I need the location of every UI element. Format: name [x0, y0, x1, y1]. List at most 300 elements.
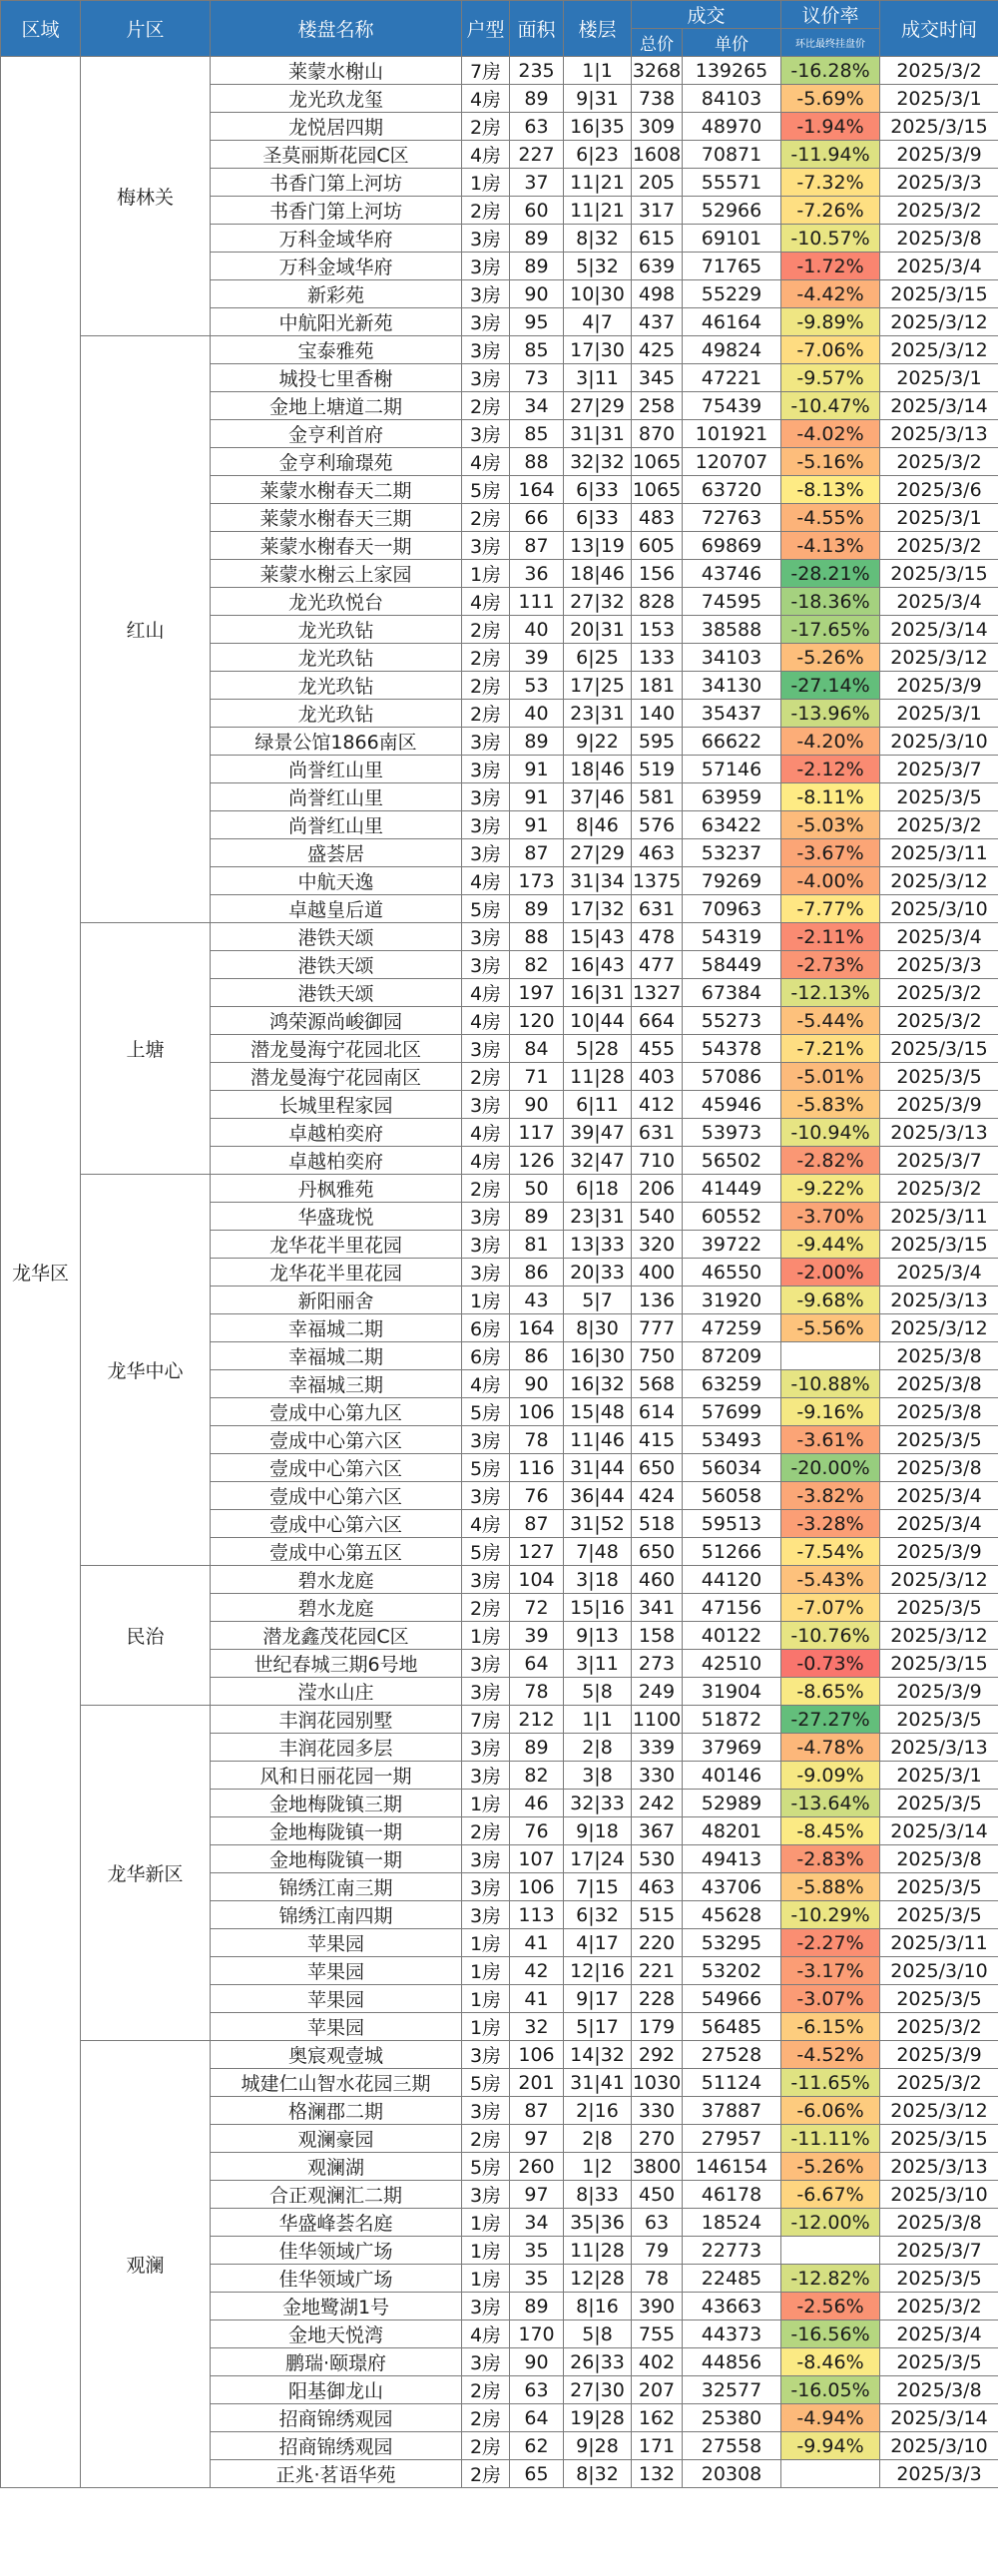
total-cell: 614	[632, 1398, 683, 1426]
area-cell: 龙华新区	[81, 1706, 211, 2041]
type-cell: 3房	[462, 923, 510, 951]
date-cell: 2025/3/15	[880, 113, 998, 141]
floor-cell: 8|32	[564, 2460, 632, 2488]
size-cell: 227	[510, 141, 564, 169]
size-cell: 89	[510, 253, 564, 280]
unit-cell: 45628	[683, 1901, 781, 1929]
unit-cell: 41449	[683, 1175, 781, 1203]
floor-cell: 3|8	[564, 1762, 632, 1790]
name-cell: 苹果园	[211, 1985, 462, 2013]
type-cell: 5房	[462, 895, 510, 923]
name-cell: 卓越皇后道	[211, 895, 462, 923]
type-cell: 2房	[462, 504, 510, 532]
name-cell: 鹏瑞·颐璟府	[211, 2348, 462, 2376]
date-cell: 2025/3/4	[880, 1482, 998, 1510]
total-cell: 425	[632, 336, 683, 364]
header-floor: 楼层	[564, 1, 632, 57]
total-cell: 132	[632, 2460, 683, 2488]
rate-cell: -9.94%	[781, 2432, 880, 2460]
date-cell: 2025/3/5	[880, 1901, 998, 1929]
unit-cell: 71765	[683, 253, 781, 280]
total-cell: 631	[632, 1119, 683, 1147]
name-cell: 奥宸观壹城	[211, 2041, 462, 2069]
floor-cell: 8|30	[564, 1314, 632, 1342]
name-cell: 港铁天颂	[211, 951, 462, 979]
rate-cell: -6.67%	[781, 2181, 880, 2209]
size-cell: 164	[510, 1314, 564, 1342]
total-cell: 664	[632, 1007, 683, 1035]
rate-cell: -3.28%	[781, 1510, 880, 1538]
type-cell: 4房	[462, 1147, 510, 1175]
rate-cell: -3.61%	[781, 1426, 880, 1454]
size-cell: 63	[510, 2376, 564, 2404]
unit-cell: 53237	[683, 839, 781, 867]
size-cell: 87	[510, 532, 564, 560]
total-cell: 568	[632, 1370, 683, 1398]
type-cell: 3房	[462, 253, 510, 280]
floor-cell: 12|16	[564, 1957, 632, 1985]
name-cell: 书香门第上河坊	[211, 197, 462, 225]
total-cell: 650	[632, 1538, 683, 1566]
rate-cell: -7.54%	[781, 1538, 880, 1566]
size-cell: 89	[510, 728, 564, 756]
rate-cell: -1.72%	[781, 253, 880, 280]
total-cell: 828	[632, 588, 683, 616]
type-cell: 1房	[462, 2265, 510, 2293]
type-cell: 4房	[462, 1370, 510, 1398]
name-cell: 尚誉红山里	[211, 811, 462, 839]
floor-cell: 23|31	[564, 1203, 632, 1231]
type-cell: 1房	[462, 1287, 510, 1314]
rate-cell: -7.21%	[781, 1035, 880, 1063]
date-cell: 2025/3/2	[880, 57, 998, 85]
unit-cell: 87209	[683, 1342, 781, 1370]
rate-cell: -9.89%	[781, 308, 880, 336]
unit-cell: 22485	[683, 2265, 781, 2293]
type-cell: 3房	[462, 728, 510, 756]
size-cell: 89	[510, 1734, 564, 1762]
rate-cell: -9.22%	[781, 1175, 880, 1203]
size-cell: 43	[510, 1287, 564, 1314]
floor-cell: 5|32	[564, 253, 632, 280]
unit-cell: 25380	[683, 2404, 781, 2432]
total-cell: 292	[632, 2041, 683, 2069]
date-cell: 2025/3/11	[880, 1203, 998, 1231]
size-cell: 164	[510, 476, 564, 504]
size-cell: 90	[510, 2348, 564, 2376]
size-cell: 106	[510, 1398, 564, 1426]
floor-cell: 1|1	[564, 57, 632, 85]
date-cell: 2025/3/4	[880, 1259, 998, 1287]
size-cell: 50	[510, 1175, 564, 1203]
area-cell: 民治	[81, 1566, 211, 1706]
floor-cell: 2|8	[564, 1734, 632, 1762]
name-cell: 锦绣江南四期	[211, 1901, 462, 1929]
area-cell: 梅林关	[81, 57, 211, 336]
name-cell: 城投七里香榭	[211, 364, 462, 392]
unit-cell: 51266	[683, 1538, 781, 1566]
rate-cell: -4.00%	[781, 867, 880, 895]
rate-cell: -3.67%	[781, 839, 880, 867]
name-cell: 龙光玖钻	[211, 700, 462, 728]
type-cell: 3房	[462, 1845, 510, 1873]
date-cell: 2025/3/9	[880, 1091, 998, 1119]
total-cell: 179	[632, 2013, 683, 2041]
rate-cell: -3.82%	[781, 1482, 880, 1510]
name-cell: 万科金域华府	[211, 225, 462, 253]
floor-cell: 17|24	[564, 1845, 632, 1873]
rate-cell: -5.26%	[781, 2153, 880, 2181]
size-cell: 76	[510, 1817, 564, 1845]
floor-cell: 3|18	[564, 1566, 632, 1594]
floor-cell: 31|34	[564, 867, 632, 895]
name-cell: 幸福城二期	[211, 1342, 462, 1370]
name-cell: 招商锦绣观园	[211, 2404, 462, 2432]
unit-cell: 35437	[683, 700, 781, 728]
floor-cell: 13|19	[564, 532, 632, 560]
unit-cell: 49824	[683, 336, 781, 364]
floor-cell: 15|43	[564, 923, 632, 951]
size-cell: 85	[510, 336, 564, 364]
unit-cell: 53202	[683, 1957, 781, 1985]
rate-cell: -5.44%	[781, 1007, 880, 1035]
floor-cell: 23|31	[564, 700, 632, 728]
name-cell: 新彩苑	[211, 280, 462, 308]
area-cell: 上塘	[81, 923, 211, 1175]
unit-cell: 57146	[683, 756, 781, 783]
type-cell: 2房	[462, 197, 510, 225]
size-cell: 71	[510, 1063, 564, 1091]
unit-cell: 53295	[683, 1929, 781, 1957]
unit-cell: 54966	[683, 1985, 781, 2013]
date-cell: 2025/3/11	[880, 839, 998, 867]
type-cell: 3房	[462, 2041, 510, 2069]
floor-cell: 1|1	[564, 1706, 632, 1734]
date-cell: 2025/3/9	[880, 1678, 998, 1706]
type-cell: 5房	[462, 1454, 510, 1482]
total-cell: 455	[632, 1035, 683, 1063]
date-cell: 2025/3/5	[880, 1426, 998, 1454]
rate-cell: -2.83%	[781, 1845, 880, 1873]
unit-cell: 43663	[683, 2293, 781, 2320]
name-cell: 壹成中心第六区	[211, 1454, 462, 1482]
type-cell: 7房	[462, 1706, 510, 1734]
rate-cell: -16.28%	[781, 57, 880, 85]
size-cell: 212	[510, 1706, 564, 1734]
size-cell: 42	[510, 1957, 564, 1985]
unit-cell: 46178	[683, 2181, 781, 2209]
size-cell: 89	[510, 1203, 564, 1231]
total-cell: 270	[632, 2125, 683, 2153]
unit-cell: 63959	[683, 783, 781, 811]
date-cell: 2025/3/13	[880, 1119, 998, 1147]
rate-cell: -16.05%	[781, 2376, 880, 2404]
date-cell: 2025/3/8	[880, 2209, 998, 2237]
size-cell: 91	[510, 756, 564, 783]
size-cell: 82	[510, 1762, 564, 1790]
total-cell: 258	[632, 392, 683, 420]
total-cell: 158	[632, 1622, 683, 1650]
type-cell: 3房	[462, 2293, 510, 2320]
floor-cell: 8|32	[564, 225, 632, 253]
floor-cell: 31|41	[564, 2069, 632, 2097]
floor-cell: 4|17	[564, 1929, 632, 1957]
name-cell: 滢水山庄	[211, 1678, 462, 1706]
floor-cell: 6|25	[564, 644, 632, 672]
rate-cell: -8.65%	[781, 1678, 880, 1706]
date-cell: 2025/3/3	[880, 951, 998, 979]
floor-cell: 4|7	[564, 308, 632, 336]
header-total: 总价	[632, 29, 683, 57]
size-cell: 106	[510, 1873, 564, 1901]
unit-cell: 31920	[683, 1287, 781, 1314]
unit-cell: 55229	[683, 280, 781, 308]
unit-cell: 51872	[683, 1706, 781, 1734]
rate-cell: -6.15%	[781, 2013, 880, 2041]
rate-cell: -18.36%	[781, 588, 880, 616]
unit-cell: 69101	[683, 225, 781, 253]
name-cell: 中航天逸	[211, 867, 462, 895]
type-cell: 5房	[462, 476, 510, 504]
name-cell: 佳华领域广场	[211, 2265, 462, 2293]
type-cell: 5房	[462, 1398, 510, 1426]
date-cell: 2025/3/5	[880, 2265, 998, 2293]
type-cell: 1房	[462, 560, 510, 588]
unit-cell: 37887	[683, 2097, 781, 2125]
name-cell: 丰润花园多层	[211, 1734, 462, 1762]
floor-cell: 27|29	[564, 392, 632, 420]
header-rate: 议价率	[781, 1, 880, 29]
unit-cell: 63259	[683, 1370, 781, 1398]
header-deal: 成交	[632, 1, 781, 29]
floor-cell: 18|46	[564, 756, 632, 783]
unit-cell: 31904	[683, 1678, 781, 1706]
date-cell: 2025/3/10	[880, 728, 998, 756]
header-unit: 单价	[683, 29, 781, 57]
rate-cell: -5.83%	[781, 1091, 880, 1119]
unit-cell: 75439	[683, 392, 781, 420]
rate-cell: -4.02%	[781, 420, 880, 448]
size-cell: 87	[510, 839, 564, 867]
rate-cell: -8.11%	[781, 783, 880, 811]
size-cell: 85	[510, 420, 564, 448]
floor-cell: 11|21	[564, 169, 632, 197]
floor-cell: 18|46	[564, 560, 632, 588]
name-cell: 壹成中心第九区	[211, 1398, 462, 1426]
type-cell: 3房	[462, 1426, 510, 1454]
total-cell: 390	[632, 2293, 683, 2320]
total-cell: 463	[632, 1873, 683, 1901]
name-cell: 观澜豪园	[211, 2125, 462, 2153]
unit-cell: 48201	[683, 1817, 781, 1845]
date-cell: 2025/3/5	[880, 1985, 998, 2013]
name-cell: 苹果园	[211, 1929, 462, 1957]
unit-cell: 146154	[683, 2153, 781, 2181]
floor-cell: 5|28	[564, 1035, 632, 1063]
type-cell: 3房	[462, 1203, 510, 1231]
type-cell: 3房	[462, 308, 510, 336]
name-cell: 金地梅陇镇一期	[211, 1845, 462, 1873]
type-cell: 3房	[462, 336, 510, 364]
date-cell: 2025/3/10	[880, 2432, 998, 2460]
unit-cell: 43706	[683, 1873, 781, 1901]
type-cell: 3房	[462, 1762, 510, 1790]
size-cell: 87	[510, 2097, 564, 2125]
size-cell: 39	[510, 1622, 564, 1650]
total-cell: 133	[632, 644, 683, 672]
name-cell: 金地梅陇镇一期	[211, 1817, 462, 1845]
size-cell: 89	[510, 225, 564, 253]
floor-cell: 11|46	[564, 1426, 632, 1454]
total-cell: 156	[632, 560, 683, 588]
size-cell: 32	[510, 2013, 564, 2041]
type-cell: 3房	[462, 951, 510, 979]
size-cell: 36	[510, 560, 564, 588]
size-cell: 37	[510, 169, 564, 197]
type-cell: 3房	[462, 1873, 510, 1901]
type-cell: 4房	[462, 448, 510, 476]
total-cell: 330	[632, 2097, 683, 2125]
size-cell: 78	[510, 1678, 564, 1706]
rate-cell: -4.55%	[781, 504, 880, 532]
size-cell: 91	[510, 783, 564, 811]
floor-cell: 5|7	[564, 1287, 632, 1314]
rate-cell: -3.70%	[781, 1203, 880, 1231]
date-cell: 2025/3/4	[880, 588, 998, 616]
date-cell: 2025/3/2	[880, 979, 998, 1007]
floor-cell: 8|33	[564, 2181, 632, 2209]
unit-cell: 60552	[683, 1203, 781, 1231]
date-cell: 2025/3/7	[880, 1147, 998, 1175]
floor-cell: 1|2	[564, 2153, 632, 2181]
type-cell: 2房	[462, 2404, 510, 2432]
total-cell: 153	[632, 616, 683, 644]
type-cell: 3房	[462, 1231, 510, 1259]
header-type: 户型	[462, 1, 510, 57]
floor-cell: 7|15	[564, 1873, 632, 1901]
name-cell: 龙悦居四期	[211, 113, 462, 141]
name-cell: 莱蒙水榭山	[211, 57, 462, 85]
rate-cell: -5.01%	[781, 1063, 880, 1091]
header-rate-sub: 环比最终挂盘价	[781, 29, 880, 57]
name-cell: 长城里程家园	[211, 1091, 462, 1119]
floor-cell: 32|32	[564, 448, 632, 476]
table-row	[1, 1175, 998, 1203]
unit-cell: 101921	[683, 420, 781, 448]
total-cell: 1065	[632, 476, 683, 504]
name-cell: 莱蒙水榭春天一期	[211, 532, 462, 560]
name-cell: 圣莫丽斯花园C区	[211, 141, 462, 169]
floor-cell: 6|11	[564, 1091, 632, 1119]
unit-cell: 27528	[683, 2041, 781, 2069]
total-cell: 228	[632, 1985, 683, 2013]
date-cell: 2025/3/8	[880, 1845, 998, 1873]
name-cell: 金亨利首府	[211, 420, 462, 448]
type-cell: 6房	[462, 1342, 510, 1370]
size-cell: 173	[510, 867, 564, 895]
name-cell: 尚誉红山里	[211, 783, 462, 811]
floor-cell: 32|33	[564, 1790, 632, 1817]
rate-cell: -9.68%	[781, 1287, 880, 1314]
name-cell: 鸿荣源尚峻御园	[211, 1007, 462, 1035]
name-cell: 万科金域华府	[211, 253, 462, 280]
region-cell: 龙华区	[1, 57, 81, 2488]
size-cell: 126	[510, 1147, 564, 1175]
total-cell: 249	[632, 1678, 683, 1706]
type-cell: 1房	[462, 1985, 510, 2013]
unit-cell: 18524	[683, 2209, 781, 2237]
type-cell: 4房	[462, 1119, 510, 1147]
name-cell: 港铁天颂	[211, 979, 462, 1007]
rate-cell: -4.20%	[781, 728, 880, 756]
total-cell: 437	[632, 308, 683, 336]
total-cell: 463	[632, 839, 683, 867]
date-cell: 2025/3/15	[880, 2125, 998, 2153]
table-row	[1, 1706, 998, 1734]
type-cell: 2房	[462, 113, 510, 141]
date-cell: 2025/3/12	[880, 308, 998, 336]
type-cell: 1房	[462, 1957, 510, 1985]
total-cell: 777	[632, 1314, 683, 1342]
unit-cell: 55273	[683, 1007, 781, 1035]
rate-cell: -10.29%	[781, 1901, 880, 1929]
unit-cell: 56058	[683, 1482, 781, 1510]
unit-cell: 57086	[683, 1063, 781, 1091]
date-cell: 2025/3/2	[880, 532, 998, 560]
floor-cell: 17|32	[564, 895, 632, 923]
size-cell: 46	[510, 1790, 564, 1817]
floor-cell: 3|11	[564, 1650, 632, 1678]
unit-cell: 63720	[683, 476, 781, 504]
size-cell: 63	[510, 113, 564, 141]
type-cell: 5房	[462, 2153, 510, 2181]
total-cell: 403	[632, 1063, 683, 1091]
name-cell: 金地上塘道二期	[211, 392, 462, 420]
type-cell: 2房	[462, 644, 510, 672]
rate-cell	[781, 1342, 880, 1370]
rate-cell: -7.32%	[781, 169, 880, 197]
date-cell: 2025/3/5	[880, 1063, 998, 1091]
total-cell: 339	[632, 1734, 683, 1762]
date-cell: 2025/3/9	[880, 672, 998, 700]
size-cell: 127	[510, 1538, 564, 1566]
name-cell: 丹枫雅苑	[211, 1175, 462, 1203]
rate-cell: -0.73%	[781, 1650, 880, 1678]
unit-cell: 57699	[683, 1398, 781, 1426]
unit-cell: 53493	[683, 1426, 781, 1454]
name-cell: 壹成中心第六区	[211, 1482, 462, 1510]
rate-cell: -9.09%	[781, 1762, 880, 1790]
name-cell: 尚誉红山里	[211, 756, 462, 783]
date-cell: 2025/3/1	[880, 1762, 998, 1790]
size-cell: 107	[510, 1845, 564, 1873]
floor-cell: 6|33	[564, 504, 632, 532]
date-cell: 2025/3/15	[880, 1231, 998, 1259]
unit-cell: 49413	[683, 1845, 781, 1873]
name-cell: 潜龙曼海宁花园北区	[211, 1035, 462, 1063]
name-cell: 正兆·茗语华苑	[211, 2460, 462, 2488]
date-cell: 2025/3/6	[880, 476, 998, 504]
total-cell: 415	[632, 1426, 683, 1454]
unit-cell: 54319	[683, 923, 781, 951]
unit-cell: 37969	[683, 1734, 781, 1762]
rate-cell: -4.94%	[781, 2404, 880, 2432]
rate-cell: -2.00%	[781, 1259, 880, 1287]
date-cell: 2025/3/10	[880, 895, 998, 923]
unit-cell: 51124	[683, 2069, 781, 2097]
type-cell: 1房	[462, 2209, 510, 2237]
rate-cell: -4.42%	[781, 280, 880, 308]
